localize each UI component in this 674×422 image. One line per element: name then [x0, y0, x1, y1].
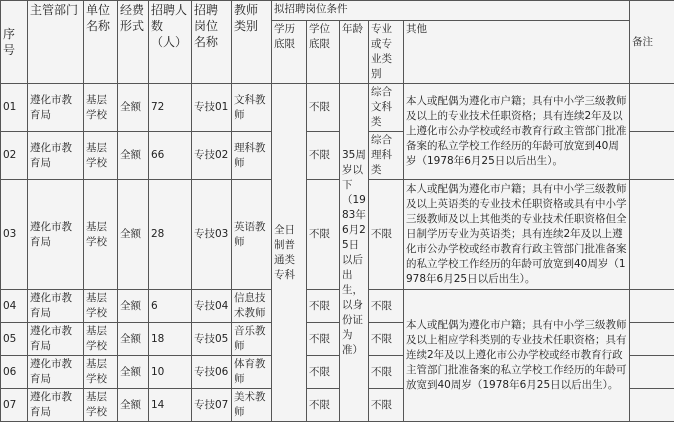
header-teacher-type: 教师类别 — [232, 1, 272, 84]
cell-post: 专技01 — [192, 84, 232, 132]
cell-major: 综合文科类 — [369, 84, 404, 132]
cell-unit: 基层学校 — [84, 323, 118, 356]
header-conditions: 拟招聘岗位条件 — [272, 1, 630, 21]
cell-degree: 不限 — [307, 323, 340, 356]
cell-degree: 不限 — [307, 84, 340, 132]
cell-major: 不限 — [369, 180, 404, 290]
header-post: 招聘岗位名称 — [192, 1, 232, 84]
cell-teacher-type: 体育教师 — [232, 356, 272, 389]
cell-note — [630, 290, 674, 323]
table-row — [1, 84, 674, 132]
cell-note — [630, 180, 674, 290]
cell-other-a: 本人或配偶为遵化市户籍；具有中小学三级教师及以上的专业技术任职资格；具有连续2年及以上遵化市公办学校或经市教育行政主管部门批准备案的私立学校工作经历的年龄可放宽到40周岁（1978年6月25日以后出生）。 — [404, 84, 630, 180]
cell-funding: 全额 — [118, 290, 149, 323]
cell-other-b: 本人或配偶为遵化市户籍；具有中小学三级教师及以上英语类的专业技术任职资格或具有中小学三级教师及以上其他类的专业技术任职资格但全日制学历专业为英语类；具有连续2年及以上遵化市公办学校或经市教育行政主管部门批准备案的私立学校工作经历的年龄可放宽到40周岁（1978年6月25日以后出生）。 — [404, 180, 630, 290]
cell-teacher-type: 文科教师 — [232, 84, 272, 132]
cell-count: 10 — [149, 356, 192, 389]
cell-count: 72 — [149, 84, 192, 132]
cell-post: 专技05 — [192, 323, 232, 356]
cell-note — [630, 323, 674, 356]
cell-count: 6 — [149, 290, 192, 323]
cell-major: 不限 — [369, 323, 404, 356]
header-seq: 序号 — [1, 1, 28, 84]
cell-degree: 不限 — [307, 132, 340, 180]
cell-other-c: 本人或配偶为遵化市户籍；具有中小学三级教师及以上相应学科类别的专业技术任职资格；具有连续2年及以上遵化市公办学校或经市教育行政主管部门批准备案的私立学校工作经历的年龄可放宽到40周岁（1978年6月25日以后出生）。 — [404, 290, 630, 422]
cell-seq: 01 — [1, 84, 28, 132]
cell-note — [630, 84, 674, 132]
cell-count: 28 — [149, 180, 192, 290]
header-note: 备注 — [630, 1, 674, 84]
header-edu: 学历底限 — [272, 21, 307, 84]
cell-dept: 遵化市教育局 — [28, 84, 84, 132]
header-major: 专业或专业类别 — [369, 21, 404, 84]
cell-unit: 基层学校 — [84, 180, 118, 290]
cell-post: 专技07 — [192, 389, 232, 422]
cell-seq: 07 — [1, 389, 28, 422]
cell-post: 专技03 — [192, 180, 232, 290]
cell-funding: 全额 — [118, 356, 149, 389]
cell-dept: 遵化市教育局 — [28, 132, 84, 180]
header-funding: 经费形式 — [118, 1, 149, 84]
cell-major: 不限 — [369, 356, 404, 389]
cell-post: 专技02 — [192, 132, 232, 180]
header-dept: 主管部门 — [28, 1, 84, 84]
cell-funding: 全额 — [118, 389, 149, 422]
cell-age-shared: 35周岁以下（1983年6月25日以后出生，以身份证为准） — [340, 84, 369, 422]
cell-degree: 不限 — [307, 356, 340, 389]
cell-post: 专技06 — [192, 356, 232, 389]
table-row — [1, 290, 674, 323]
cell-degree: 不限 — [307, 290, 340, 323]
cell-note — [630, 132, 674, 180]
cell-seq: 06 — [1, 356, 28, 389]
cell-funding: 全额 — [118, 132, 149, 180]
header-count: 招聘人数（人） — [149, 1, 192, 84]
cell-major: 不限 — [369, 389, 404, 422]
cell-edu-shared: 全日制普通类专科 — [272, 84, 307, 422]
cell-count: 14 — [149, 389, 192, 422]
header-unit: 单位名称 — [84, 1, 118, 84]
cell-unit: 基层学校 — [84, 356, 118, 389]
cell-degree: 不限 — [307, 180, 340, 290]
header-other: 其他 — [404, 21, 630, 84]
cell-seq: 04 — [1, 290, 28, 323]
cell-degree: 不限 — [307, 389, 340, 422]
cell-unit: 基层学校 — [84, 389, 118, 422]
cell-teacher-type: 美术教师 — [232, 389, 272, 422]
cell-funding: 全额 — [118, 84, 149, 132]
cell-post: 专技04 — [192, 290, 232, 323]
cell-major: 不限 — [369, 290, 404, 323]
cell-dept: 遵化市教育局 — [28, 180, 84, 290]
cell-unit: 基层学校 — [84, 84, 118, 132]
cell-unit: 基层学校 — [84, 290, 118, 323]
cell-funding: 全额 — [118, 180, 149, 290]
cell-major: 综合理科类 — [369, 132, 404, 180]
header-degree: 学位底限 — [307, 21, 340, 84]
cell-unit: 基层学校 — [84, 132, 118, 180]
cell-dept: 遵化市教育局 — [28, 290, 84, 323]
table-row — [1, 180, 674, 290]
header-age: 年龄 — [340, 21, 369, 84]
cell-count: 66 — [149, 132, 192, 180]
cell-count: 18 — [149, 323, 192, 356]
cell-teacher-type: 英语教师 — [232, 180, 272, 290]
cell-note — [630, 356, 674, 389]
cell-dept: 遵化市教育局 — [28, 389, 84, 422]
cell-seq: 03 — [1, 180, 28, 290]
cell-dept: 遵化市教育局 — [28, 323, 84, 356]
cell-seq: 05 — [1, 323, 28, 356]
cell-teacher-type: 理科教师 — [232, 132, 272, 180]
cell-note — [630, 389, 674, 422]
cell-teacher-type: 信息技术教师 — [232, 290, 272, 323]
cell-funding: 全额 — [118, 323, 149, 356]
cell-seq: 02 — [1, 132, 28, 180]
cell-teacher-type: 音乐教师 — [232, 323, 272, 356]
cell-dept: 遵化市教育局 — [28, 356, 84, 389]
